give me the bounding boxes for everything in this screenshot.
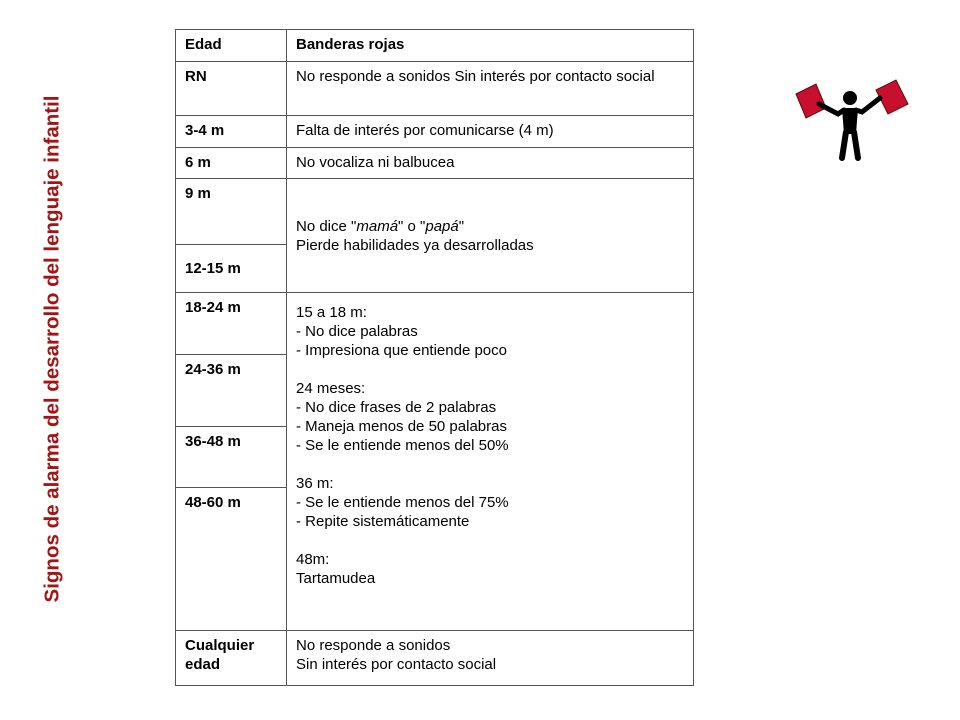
age-cell: RN (176, 62, 287, 116)
left-leg (842, 132, 846, 158)
page-title-container (34, 14, 70, 684)
age-cell: 36-48 m (176, 427, 287, 488)
flags-line: Sin interés por contacto social (296, 656, 497, 673)
header-age: Edad (176, 30, 287, 62)
flags-line: Tartamudea (296, 570, 376, 587)
red-flags-table (175, 29, 694, 686)
flags-cell: No vocaliza ni balbucea (287, 148, 694, 179)
table-row (176, 293, 694, 355)
flags-line: - Maneja menos de 50 palabras (296, 418, 507, 435)
table-row (176, 631, 694, 686)
flags-cell: Falta de interés por comunicarse (4 m) (287, 116, 694, 148)
flags-line: - No dice frases de 2 palabras (296, 399, 497, 416)
flags-line: 24 meses: (296, 380, 366, 397)
flag-signaler-icon (792, 70, 912, 162)
flags-cell-18-60 (287, 293, 694, 631)
flags-line: 48m: (296, 551, 330, 568)
flags-line: No responde a sonidos (296, 637, 451, 654)
age-cell: 18-24 m (176, 293, 287, 355)
header-flags: Banderas rojas (287, 30, 694, 62)
flags-line: - Impresiona que entiende poco (296, 342, 507, 359)
flags-line: Pierde habilidades ya desarrolladas (296, 236, 534, 254)
flags-line: - Repite sistemáticamente (296, 513, 470, 530)
age-cell: 24-36 m (176, 355, 287, 427)
table-row (176, 179, 694, 245)
flags-line: 36 m: (296, 475, 334, 492)
table-header-row (176, 30, 694, 62)
table-row (176, 148, 694, 179)
right-leg (854, 132, 858, 158)
age-cell: 6 m (176, 148, 287, 179)
age-cell: 12-15 m (176, 245, 287, 293)
flags-line: No dice "mamá" o "papá" (296, 217, 465, 235)
flags-line: 15 a 18 m: (296, 304, 367, 321)
flags-line: - Se le entiende menos del 50% (296, 437, 509, 454)
age-cell: 9 m (176, 179, 287, 245)
flags-cell (287, 631, 694, 686)
age-cell: Cualquier edad (176, 631, 287, 686)
table-row (176, 62, 694, 116)
age-cell: 48-60 m (176, 488, 287, 631)
flags-cell-9-15 (287, 179, 694, 293)
page-title: Signos de alarma del desarrollo del lenguaje infantil (40, 95, 63, 603)
flags-line: - Se le entiende menos del 75% (296, 494, 509, 511)
head (843, 91, 857, 105)
right-arm (856, 98, 880, 112)
table-row (176, 116, 694, 148)
flags-line: - No dice palabras (296, 323, 418, 340)
left-flag (796, 84, 826, 118)
flags-cell: No responde a sonidos Sin interés por contacto social (287, 62, 694, 116)
age-cell: 3-4 m (176, 116, 287, 148)
